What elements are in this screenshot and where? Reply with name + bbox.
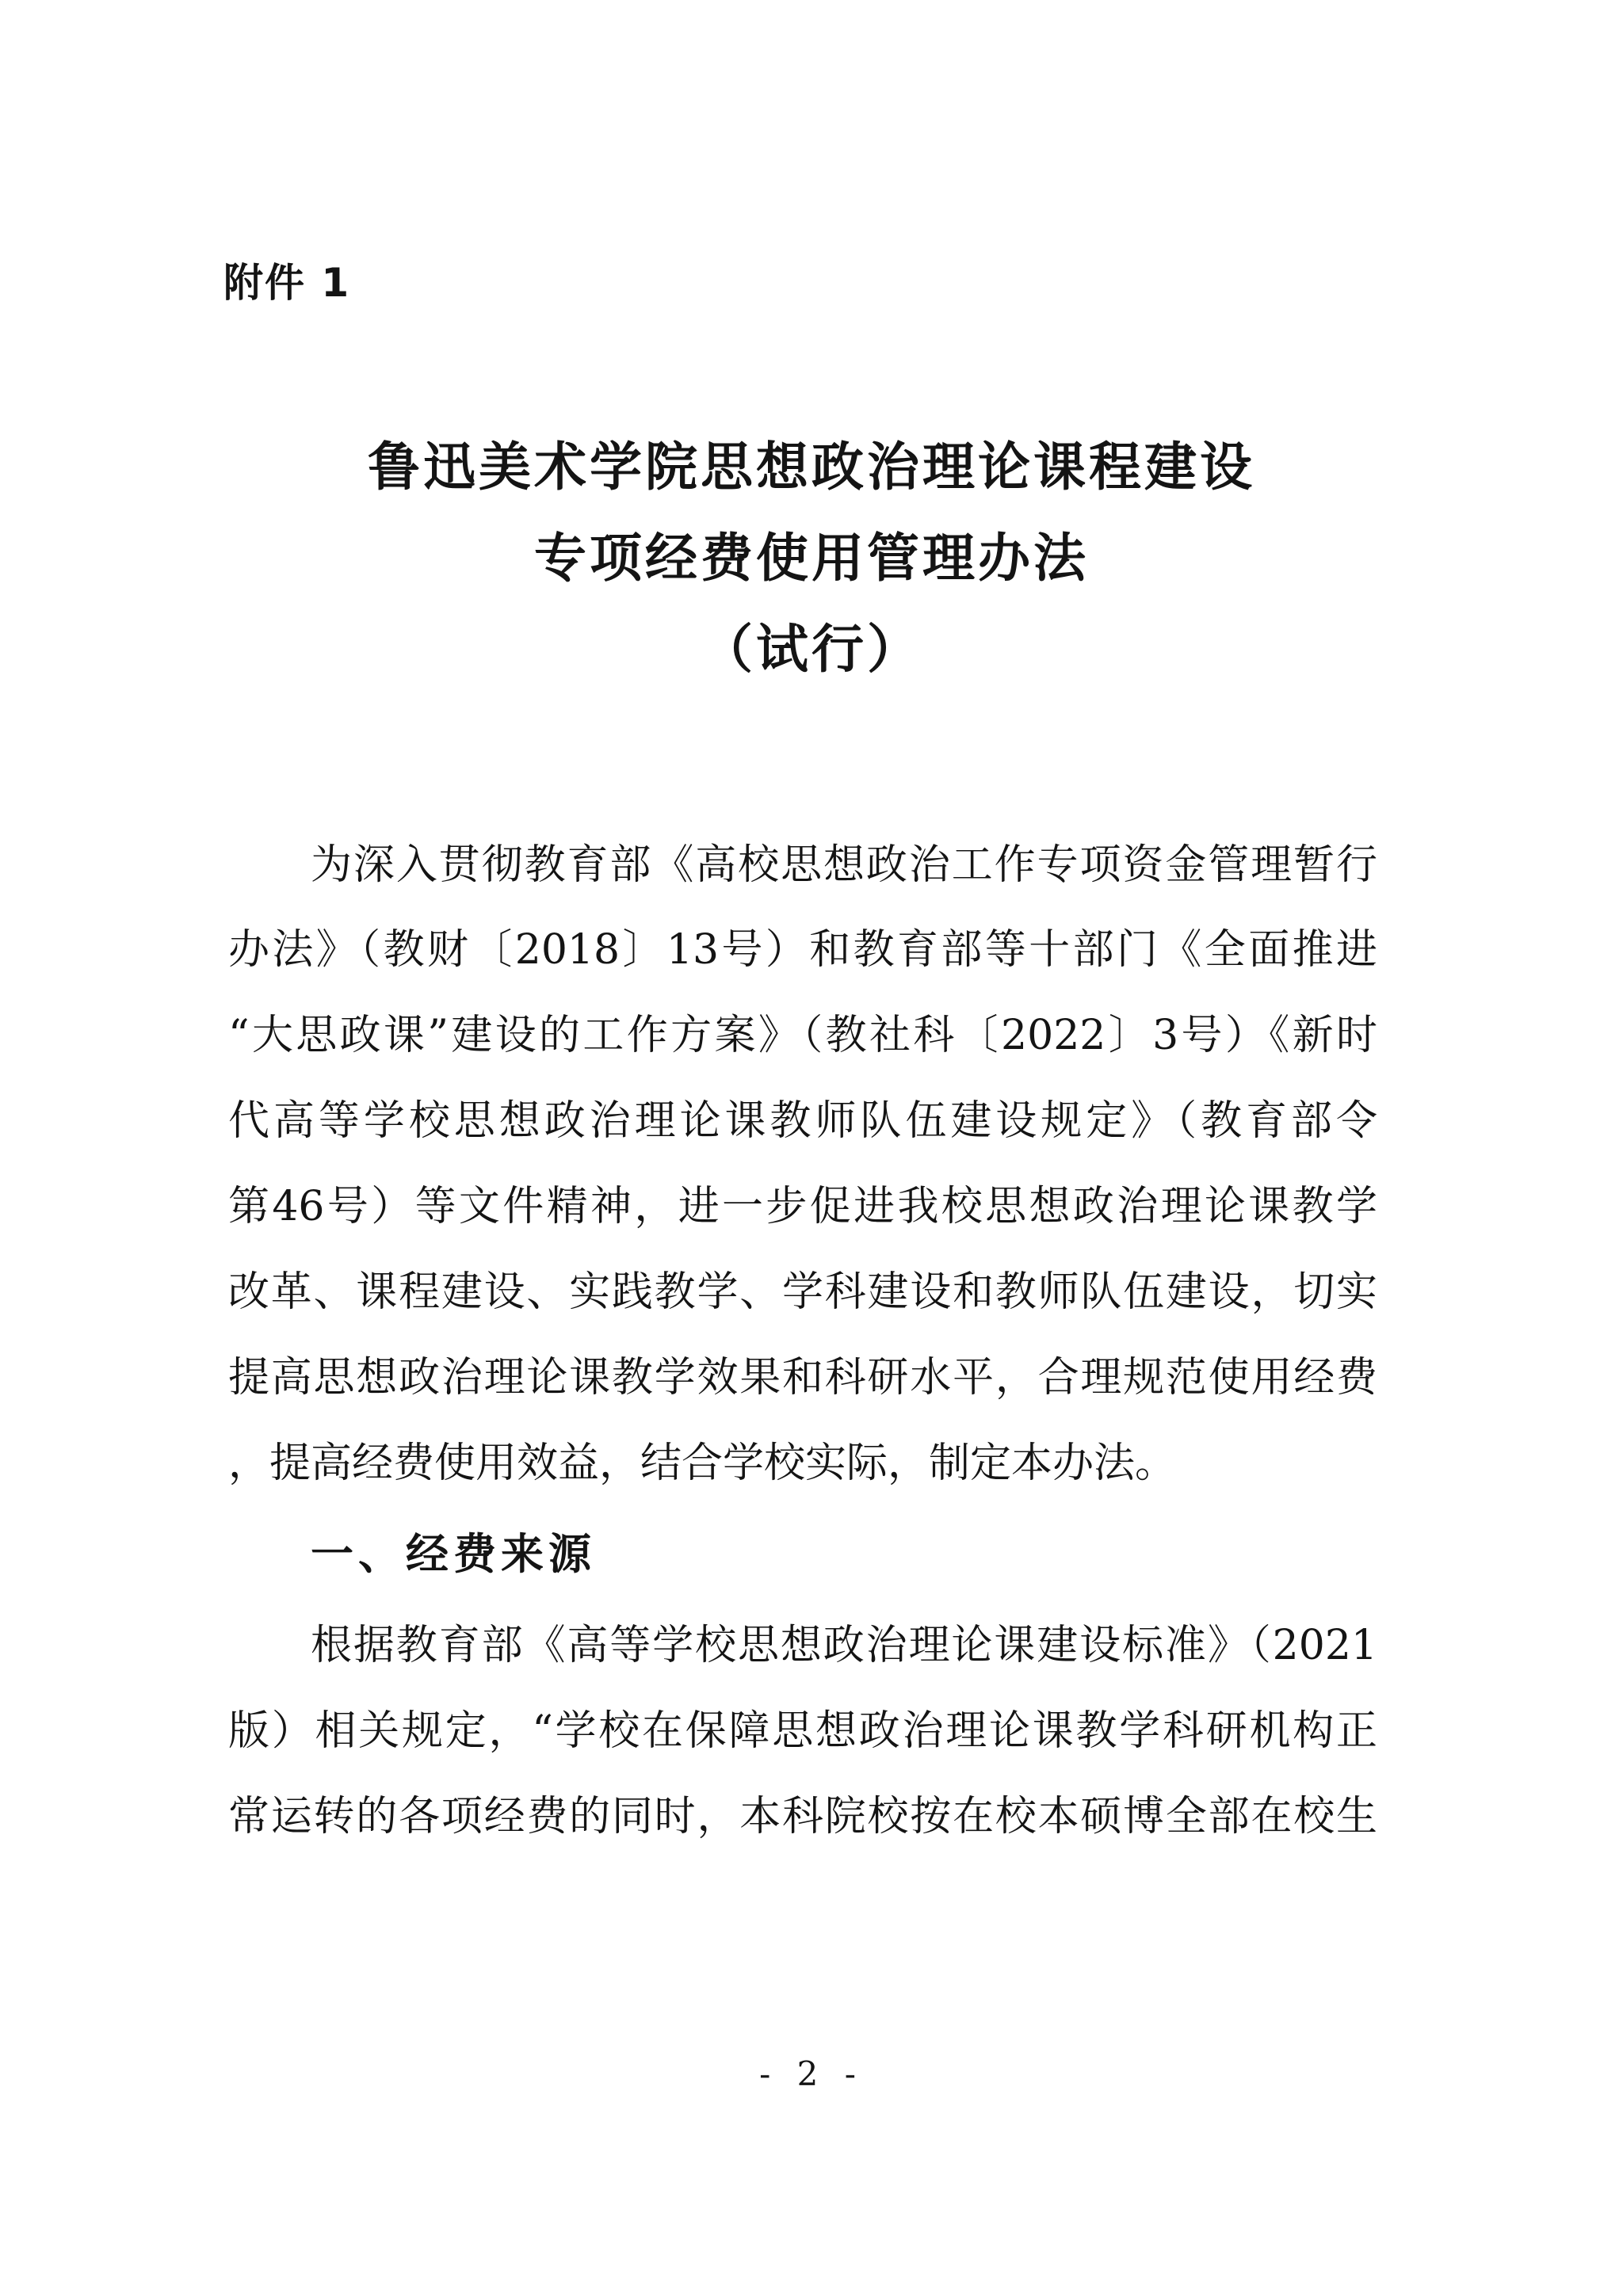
page-number: - 2 -	[759, 2054, 864, 2093]
paragraph-line: 第46号）等文件精神，进一步促进我校思想政治理论课教学	[228, 1183, 1377, 1230]
document-title-line-2: 专项经费使用管理办法	[534, 528, 1089, 589]
section-heading-funding-source: 一、经费来源	[311, 1529, 596, 1579]
paragraph-line: 常运转的各项经费的同时，本科院校按在校本硕博全部在校生	[228, 1793, 1377, 1840]
paragraph-line: ，提高经费使用效益，结合学校实际，制定本办法。	[228, 1440, 1177, 1487]
document-title-line-3: （试行）	[701, 619, 922, 680]
paragraph-line: 改革、课程建设、实践教学、学科建设和教师队伍建设，切实	[228, 1268, 1377, 1316]
paragraph-line: 版）相关规定，“学校在保障思想政治理论课教学科研机构正	[228, 1707, 1377, 1755]
paragraph-line: 办法》（教财〔2018〕13号）和教育部等十部门《全面推进	[228, 926, 1377, 974]
paragraph-line: 根据教育部《高等学校思想政治理论课建设标准》（2021	[311, 1622, 1377, 1669]
paragraph-line: “大思政课”建设的工作方案》（教社科〔2022〕3号）《新时	[228, 1012, 1377, 1059]
paragraph-line: 代高等学校思想政治理论课教师队伍建设规定》（教育部令	[228, 1097, 1377, 1145]
attachment-label: 附件 1	[223, 260, 351, 306]
paragraph-line: 为深入贯彻教育部《高校思想政治工作专项资金管理暂行	[311, 841, 1377, 889]
document-title-line-1: 鲁迅美术学院思想政治理论课程建设	[368, 437, 1255, 498]
paragraph-line: 提高思想政治理论课教学效果和科研水平，合理规范使用经费	[228, 1354, 1377, 1402]
